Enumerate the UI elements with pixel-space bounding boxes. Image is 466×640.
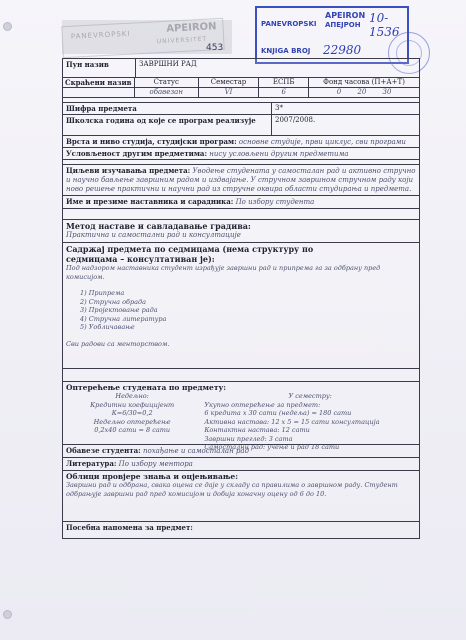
content-list-item: 4) Стручна литература xyxy=(80,314,167,323)
load-semester-line: Укупно оптерећење за предмет: xyxy=(204,400,321,409)
params-value-cell: 0 20 30 xyxy=(309,88,419,98)
registry-stamp-line3: АПЕЈРОН xyxy=(325,21,361,29)
code-value-cell xyxy=(271,103,419,114)
load-semester-line: 6 кредита х 30 сати (недеља) = 180 сати xyxy=(204,409,352,417)
load-semester-line: Самостални рад: учење и рад 18 сати xyxy=(204,443,340,451)
content-list-item: 3) Пројектовање рада xyxy=(80,306,158,314)
params-value-cell: VI xyxy=(198,88,259,98)
params-table xyxy=(63,78,419,97)
program-row xyxy=(63,136,419,148)
load-semester-line: Завршни преглед: 3 сата xyxy=(204,434,293,443)
course-syllabus-form xyxy=(62,58,420,539)
faded-stamp-text-c: UNIVERSITET xyxy=(156,35,208,46)
params-header-cell: Фонд часова (П+А+Т) xyxy=(309,78,419,88)
grading-value: Завршни рад и одбрана, свака оцена се даје у складу са правилима о завршном раду. Студент одбрањује завршни рад пред комисијом и добија коначну оцену од 6 до 10. xyxy=(66,481,398,498)
content-label: Садржај предмета по седмицама (нема структуру по седмицама – консултативан је): xyxy=(66,244,314,264)
faded-stamp-text-a: PANEVROPSKI xyxy=(70,29,131,41)
name-row xyxy=(63,59,419,78)
content-list-item: 1) Припрема xyxy=(80,289,125,297)
notes-label: Посебна напомена за предмет: xyxy=(66,523,193,532)
name-value: ЗАВРШНИ РАД xyxy=(139,60,197,68)
load-semester-line: Контактна настава: 12 сати xyxy=(204,426,310,434)
code-label: Шифра предмета xyxy=(66,104,137,113)
obligations-row xyxy=(63,445,419,458)
params-header-cell: Статус xyxy=(134,78,198,88)
code-value: 3* xyxy=(275,104,283,112)
goals-label: Циљеви изучавања предмета: xyxy=(66,166,191,175)
notes-row xyxy=(63,522,419,538)
goals-value: Уводење студената у самосталан рад и активно стручно и научно бављење завршним радом и издвајање. У стручном завршном стручном раду који ново решење практични и научни рад из стручне оквира области студирања и предмета. xyxy=(66,167,416,193)
content-footer: Сви радови са менторством. xyxy=(66,339,170,348)
year-value: 2007/2008. xyxy=(275,116,316,124)
literature-value: По избору ментора xyxy=(118,460,193,468)
params-header-row xyxy=(63,78,419,88)
registry-stamp-line1: PANEVROPSKI xyxy=(261,20,317,28)
load-weekly-line: 0,2х40 сати = 8 сати xyxy=(94,426,171,434)
conditions-row xyxy=(63,148,419,160)
teachers-row xyxy=(63,196,419,209)
method-row xyxy=(63,220,419,243)
punch-hole xyxy=(3,22,12,31)
obligations-label: Обавезе студента: xyxy=(66,446,141,455)
params-header-cell: Семестар xyxy=(198,78,259,88)
code-row xyxy=(63,103,419,115)
content-row xyxy=(63,243,419,369)
name-label: Пун назив xyxy=(66,60,109,69)
load-semester-header: У семестру: xyxy=(288,392,332,400)
content-list xyxy=(66,287,416,332)
load-weekly-header: Недељно: xyxy=(115,392,149,400)
registry-stamp-line4: KNJIGA BROJ xyxy=(261,47,311,55)
load-columns xyxy=(66,392,416,452)
spacer xyxy=(63,369,419,382)
load-weekly-column xyxy=(66,392,198,452)
content-list-item: 5) Уобличавање xyxy=(80,323,135,331)
teachers-label: Име и презиме наставника и сарадника: xyxy=(66,197,234,206)
year-value-cell xyxy=(271,115,419,135)
handwritten-book-number: 22980 xyxy=(323,43,362,57)
method-label: Метод наставе и савладавање градива: xyxy=(66,221,251,231)
params-value-cell: 6 xyxy=(259,88,309,98)
load-weekly-line: Кредитни коефицијент xyxy=(90,400,175,409)
params-value-row xyxy=(63,88,419,98)
registry-stamp-line2: APEIRON xyxy=(325,11,366,20)
content-list-item: 2) Стручна обрада xyxy=(80,297,146,306)
params-header-cell: ЕСПБ xyxy=(259,78,309,88)
load-label: Оптерећење студената по предмету: xyxy=(66,383,227,392)
program-label: Врста и ниво студија, студијски програм: xyxy=(66,137,237,146)
faded-stamp-text-b: APEIRON xyxy=(166,21,217,35)
teachers-value: По избору студента xyxy=(235,198,315,206)
params-header-cell: Скраћени назив xyxy=(63,78,134,88)
spacer xyxy=(63,209,419,220)
obligations-value: похађање и самосталан рад xyxy=(143,447,250,455)
grading-label: Облици провјере знања и оцјењивање: xyxy=(66,472,238,481)
params-value-cell xyxy=(63,88,134,98)
params-row xyxy=(63,78,419,98)
params-value-cell: обавезан xyxy=(134,88,198,98)
literature-label: Литература: xyxy=(66,459,117,468)
load-semester-line: Активна настава: 12 х 5 = 15 сати консултација xyxy=(204,417,380,426)
handwritten-number: 453 xyxy=(206,43,224,53)
punch-hole xyxy=(3,610,12,619)
grading-row xyxy=(63,471,419,522)
goals-row xyxy=(63,165,419,196)
handwritten-ref: 10-1536 xyxy=(369,11,400,39)
load-weekly-line: Недељно оптерећење xyxy=(93,417,171,426)
conditions-label: Условљеност другим предметима: xyxy=(66,149,208,158)
method-value: Практична и самостални рад и консултације xyxy=(66,231,241,239)
name-value-cell xyxy=(135,59,419,77)
program-value: основне студије, први циклус, сви програми xyxy=(238,138,406,146)
load-semester-column xyxy=(198,392,416,452)
year-row xyxy=(63,115,419,136)
conditions-value: нису условљени другим предметима xyxy=(209,150,349,158)
registry-stamp xyxy=(255,6,409,64)
year-label: Школска година од које се програм реализује xyxy=(66,116,256,125)
content-intro: Под надзором наставника студент израђује завршни рад и припрема га за одбрану пред комисијом. xyxy=(66,264,381,281)
literature-row xyxy=(63,458,419,471)
load-weekly-line: К=6/30=0,2 xyxy=(111,409,153,417)
